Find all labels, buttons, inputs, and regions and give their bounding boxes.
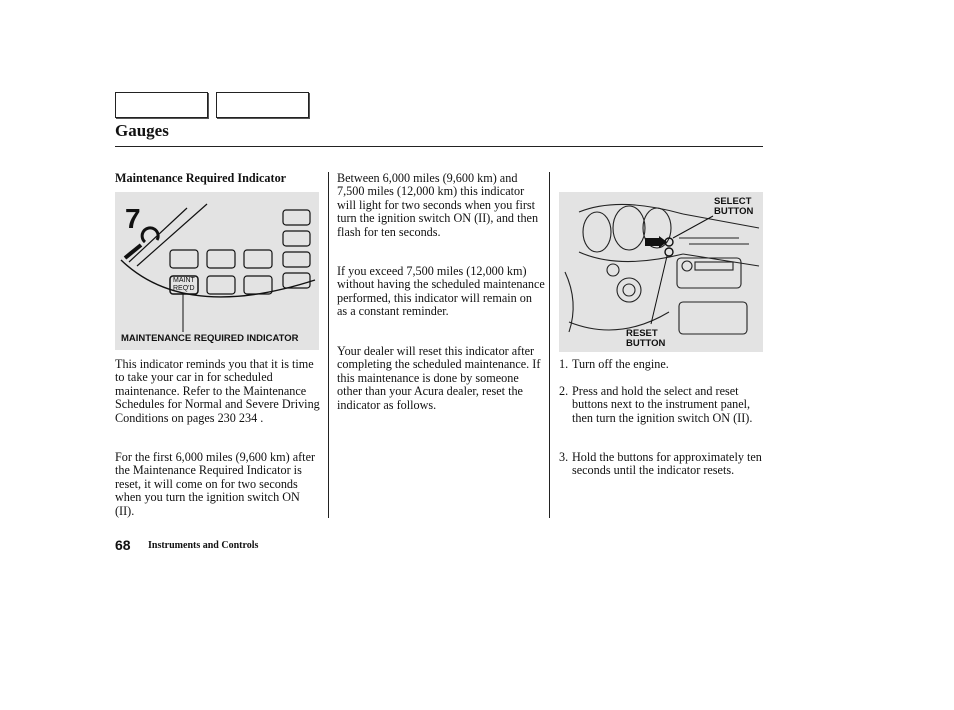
figure-caption-indicator: MAINTENANCE REQUIRED INDICATOR — [121, 333, 299, 344]
paragraph-between-6000-7500: Between 6,000 miles (9,600 km) and 7,500 miles (12,000 km) this indicator will light for two seconds when you first turn the ignition switch ON (II), and then flash for ten seconds. — [337, 171, 539, 239]
maint-label-line2: REQ'D — [173, 285, 195, 292]
step-2 — [559, 385, 769, 425]
step-1 — [559, 358, 769, 371]
column-divider-1 — [328, 172, 329, 518]
paragraph-dealer-reset: Your dealer will reset this indicator after completing the scheduled maintenance. If this maintenance is done by someone other than your Acura dealer, reset the indicator as follows. — [337, 344, 541, 412]
paragraph-first-6000: For the first 6,000 miles (9,600 km) after the Maintenance Required Indicator is reset, it will come on for two seconds when you turn the ignition switch ON (II). — [115, 450, 316, 518]
step-number: 1. — [559, 357, 569, 371]
maintenance-indicator-figure — [115, 192, 319, 350]
step-number: 2. — [559, 384, 569, 398]
column-divider-2 — [549, 172, 550, 518]
paragraph-reminder: This indicator reminds you that it is time to take your car in for scheduled maintenance. Refer to the Maintenance Schedules for Normal and Severe Driving Conditions on pages 230 234 . — [115, 357, 320, 425]
page-title: Gauges — [115, 121, 169, 140]
reset-button-label-2: BUTTON — [626, 338, 666, 349]
gauge-cluster-illustration — [115, 192, 319, 350]
nav-tab-1[interactable] — [115, 92, 208, 118]
select-button-label-1: SELECT — [714, 196, 752, 207]
page-number: 68 — [115, 537, 131, 553]
maint-label-line1: MAINT — [173, 277, 195, 284]
nav-tab-2[interactable] — [216, 92, 309, 118]
svg-text:7: 7 — [125, 203, 141, 234]
step-text: Turn off the engine. — [572, 357, 669, 371]
select-button-label-2: BUTTON — [714, 206, 754, 217]
section-heading: Maintenance Required Indicator — [115, 171, 287, 185]
paragraph-exceed-7500: If you exceed 7,500 miles (12,000 km) without having the scheduled maintenance performed, this indicator will remain on as a constant reminder. — [337, 264, 545, 319]
reset-button-label-1: RESET — [626, 328, 658, 339]
step-text: Press and hold the select and reset buttons next to the instrument panel, then turn the ignition switch ON (II). — [572, 384, 753, 425]
step-3 — [559, 451, 769, 478]
section-footer: Instruments and Controls — [148, 540, 259, 551]
title-rule — [115, 146, 763, 147]
step-number: 3. — [559, 450, 569, 464]
step-text: Hold the buttons for approximately ten seconds until the indicator resets. — [572, 450, 762, 478]
